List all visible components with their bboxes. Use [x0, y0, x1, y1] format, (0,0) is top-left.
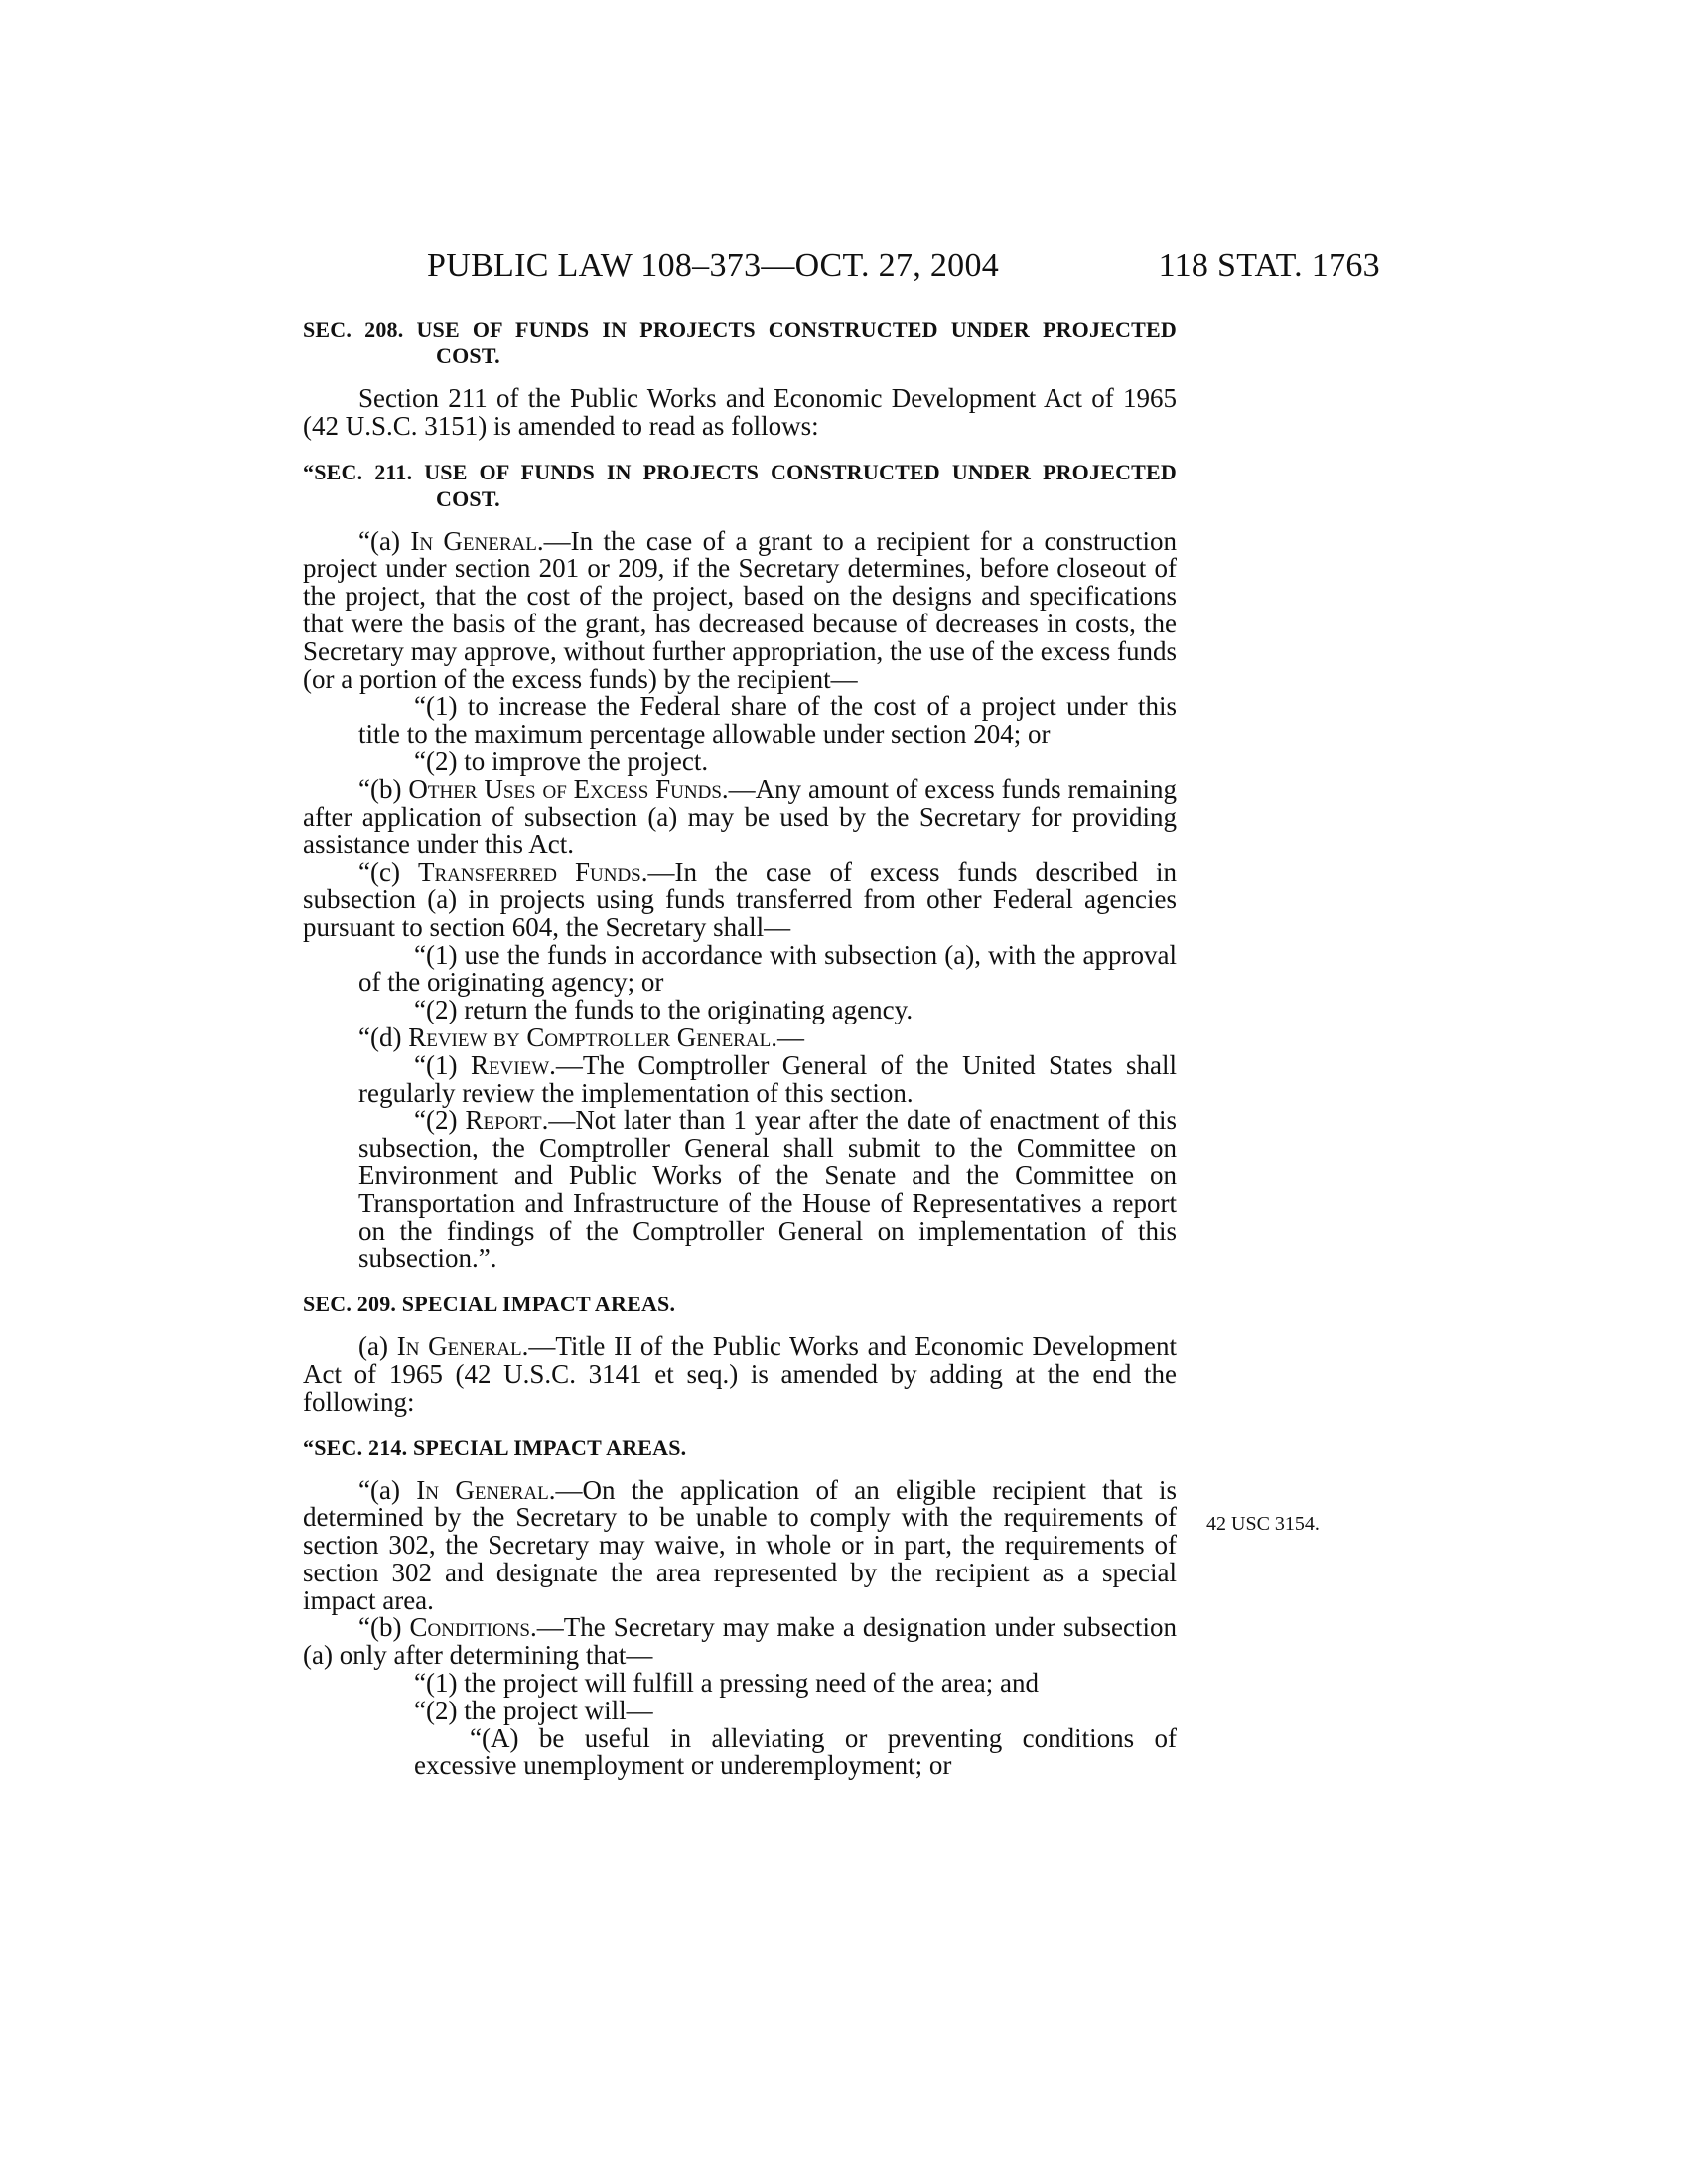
section-211-c-2: “(2) return the funds to the originating agency. — [414, 995, 914, 1025]
section-208-text: Section 211 of the Public Works and Economic Development Act of 1965 (42 U.S.C. 3151) is amended to read as follows: — [303, 383, 1177, 441]
subsection-caption: In General — [416, 1474, 549, 1505]
section-211-a: “(a) In General.—In the case of a grant to a recipient for a construction project under section 201 or 209, if the Secretary determines, before closeout of the project, that the cost of the project, based on the designs and specifications that were the basis of the grant, has decreased because of decreases in costs, the Secretary may approve, without further appropriation, the use of the excess funds (or a portion of the excess funds) by the recipient— — [303, 525, 1177, 694]
subsection-caption: Conditions — [409, 1612, 530, 1643]
section-214-b-2: “(2) the project will— — [414, 1695, 653, 1725]
paragraph-caption: Review — [470, 1049, 550, 1080]
section-211-d-2: “(2) Report.—Not later than 1 year after the date of enactment of this subsection, the Comptroller General shall submit to the Committee on Environment and Public Works of the Senate and the Committee on Transportation and Infrastructure of the House of Representatives a report on the findings of the Comptroller General on implementation of this subsection.”. — [358, 1105, 1178, 1274]
paragraph-caption: Report — [465, 1105, 542, 1136]
section-211-d-1: “(1) Review.—The Comptroller General of the United States shall regularly review the implementation of this section. — [358, 1049, 1177, 1108]
section-211-a-1: “(1) to increase the Federal share of the cost of a project under this title to the maximum percentage allowable under section 204; or — [358, 691, 1177, 750]
main-text-column — [303, 316, 1177, 1780]
section-211-d: “(d) Review by Comptroller General.— — [358, 1022, 804, 1052]
section-211-c: “(c) Transferred Funds.—In the case of excess funds described in subsection (a) in projects using funds transferred from other Federal agencies pursuant to section 604, the Secretary shall— — [303, 857, 1177, 942]
usc-margin-note: 42 USC 3154. — [1206, 1513, 1320, 1535]
subsection-caption: Other Uses of Excess Funds — [408, 773, 722, 804]
section-211-a-2: “(2) to improve the project. — [414, 746, 709, 776]
section-211-c-1: “(1) use the funds in accordance with subsection (a), with the approval of the originating agency; or — [358, 939, 1177, 998]
public-law-title: PUBLIC LAW 108–373—OCT. 27, 2004 — [427, 247, 1000, 284]
section-214-b-1: “(1) the project will fulfill a pressing need of the area; and — [414, 1668, 1040, 1699]
subsection-caption: In General — [410, 525, 537, 556]
subsection-caption: Review by Comptroller General — [408, 1022, 772, 1052]
statute-page-number: 118 STAT. 1763 — [1158, 247, 1380, 284]
section-209-a: (a) In General.—Title II of the Public Works and Economic Development Act of 1965 (42 U.S.C. 3141 et seq.) is amended by adding at the end the following: — [303, 1331, 1177, 1417]
section-208-heading: SEC. 208. USE OF FUNDS IN PROJECTS CONSTRUCTED UNDER PROJECTED COST. — [303, 317, 1177, 368]
section-211-heading: “SEC. 211. USE OF FUNDS IN PROJECTS CONSTRUCTED UNDER PROJECTED COST. — [303, 459, 1177, 511]
section-214-b-2-A: “(A) be useful in alleviating or preventing conditions of excessive unemployment or underemployment; or — [414, 1722, 1177, 1781]
subsection-caption: Transferred Funds — [417, 857, 641, 887]
section-214-a: “(a) In General.—On the application of an eligible recipient that is determined by the Secretary to be unable to comply with the requirements of section 302, the Secretary may waive, in whole or in part, the requirements of section 302 and designate the area represented by the recipient as a special impact area. — [303, 1474, 1177, 1615]
subsection-caption: In General — [396, 1331, 522, 1362]
section-211-b: “(b) Other Uses of Excess Funds.—Any amount of excess funds remaining after application of subsection (a) may be used by the Secretary for providing assistance under this Act. — [303, 773, 1178, 860]
section-214-heading: “SEC. 214. SPECIAL IMPACT AREAS. — [303, 1434, 687, 1460]
section-209-heading: SEC. 209. SPECIAL IMPACT AREAS. — [303, 1292, 676, 1317]
section-214-b: “(b) Conditions.—The Secretary may make a designation under subsection (a) only after determining that— — [303, 1612, 1178, 1671]
